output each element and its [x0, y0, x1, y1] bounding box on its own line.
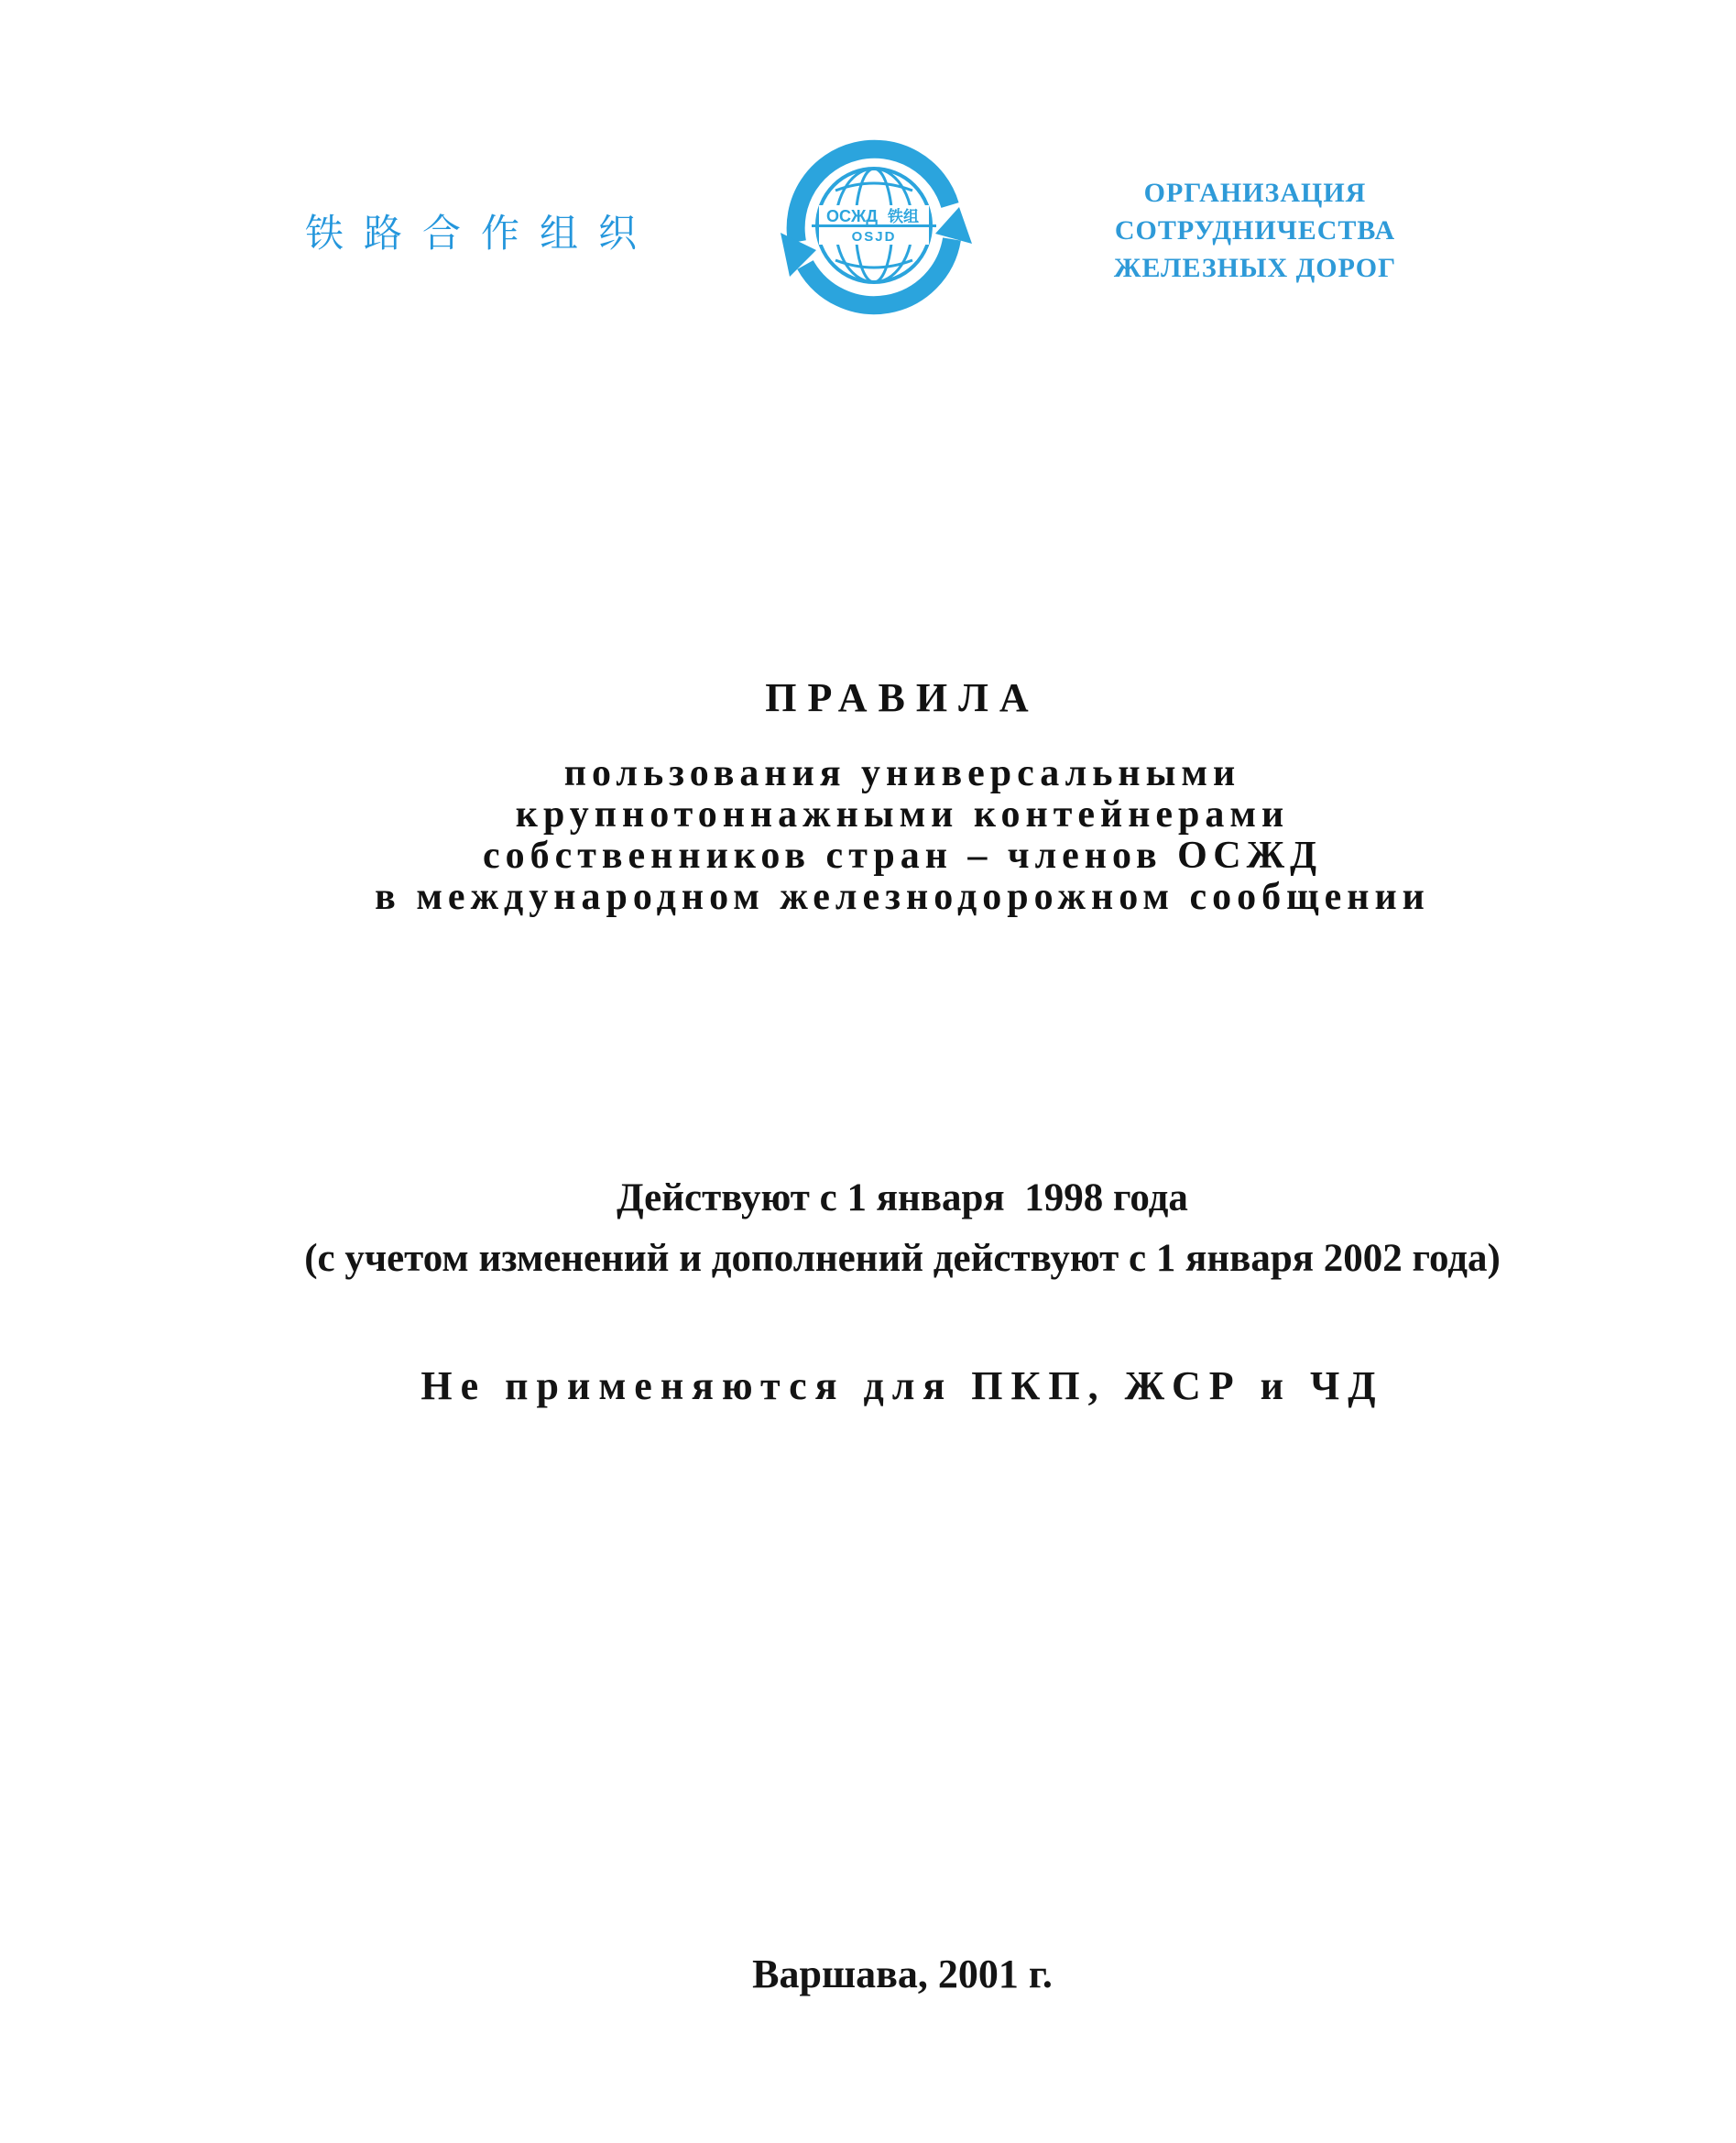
imprint-line: Варшава, 2001 г. — [752, 1952, 1053, 1996]
logo-text-chinese: 铁组 — [888, 208, 919, 225]
subtitle-line: собственников стран – членов ОСЖД — [482, 835, 1323, 877]
org-name-russian-line: СОТРУДНИЧЕСТВА — [1114, 215, 1396, 246]
subtitle-line: крупнотоннажными контейнерами — [515, 793, 1290, 836]
org-name-chinese: 铁路合作组织 — [305, 213, 658, 256]
effective-date-line: Действуют с 1 января 1998 года — [617, 1176, 1188, 1219]
document-subtitle — [69, 753, 1736, 918]
logo-text-cyrillic: ОСЖД — [825, 207, 879, 225]
subtitle-line: пользования универсальными — [563, 752, 1241, 794]
org-name-russian-line: ЖЕЛЕЗНЫХ ДОРОГ — [1113, 253, 1397, 283]
exclusion-note-line: Не применяются для ПКП, ЖСР и ЧД — [420, 1363, 1384, 1408]
subtitle-line: в международном железнодорожном сообщении — [375, 876, 1430, 918]
document-title: ПРАВИЛА — [765, 675, 1040, 720]
org-name-russian-line: ОРГАНИЗАЦИЯ — [1143, 178, 1367, 208]
logo-text-latin: OSJD — [851, 229, 897, 245]
title-block — [69, 0, 1736, 2143]
amendment-note-line: (с учетом изменений и дополнений действуют с 1 января 2002 года) — [304, 1237, 1501, 1280]
